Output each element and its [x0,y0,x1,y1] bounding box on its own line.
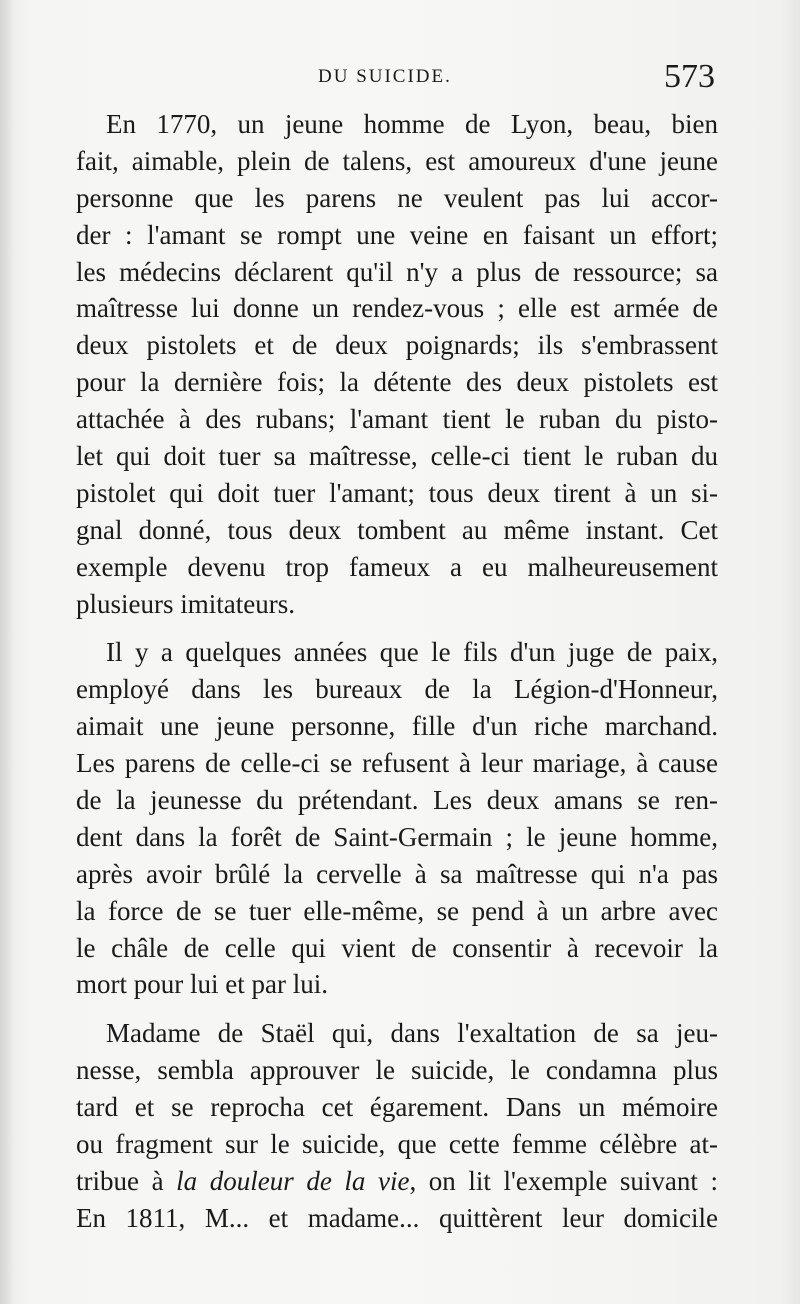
text-line: tard et se reprocha cet égarement. Dans un mémoire [76,1092,718,1123]
text-line: aimait une jeune personne, fille d'un riche marchand. [76,711,718,742]
text-line: après avoir brûlé la cervelle à sa maîtresse qui n'a pas [76,858,718,889]
text-line: la force de se tuer elle-même, se pend à un arbre avec [76,895,718,926]
text-line: nesse, sembla approuver le suicide, le condamna plus [76,1055,718,1086]
text-line: gnal donné, tous deux tombent au même instant. Cet [76,514,718,545]
text-line: personne que les parens ne veulent pas lui accor- [76,182,718,213]
text-line: de la jeunesse du prétendant. Les deux amans se ren- [76,785,718,816]
text-line: dent dans la forêt de Saint-Germain ; le jeune homme, [76,821,718,852]
body-text [76,106,718,1237]
text-line: le châle de celle qui vient de consentir à recevoir la [76,932,718,963]
text-line: attachée à des rubans; l'amant tient le ruban du pisto- [76,404,718,435]
italic-title: la douleur de la vie [176,1165,410,1196]
text-line: deux pistolets et de deux poignards; ils s'embrassent [76,330,718,361]
text-line: les médecins déclarent qu'il n'y a plus de ressource; sa [76,256,718,287]
text-line: exemple devenu trop fameux a eu malheureusement [76,551,718,582]
running-head: DU SUICIDE. [318,66,452,87]
page-number: 573 [664,58,715,95]
text-line: Madame de Staël qui, dans l'exaltation de sa jeu- [106,1018,718,1049]
text-span: , on lit l'exemple suivant : [409,1165,718,1196]
paragraph-2 [76,634,718,1003]
text-line: maîtresse lui donne un rendez-vous ; elle est armée de [76,293,718,324]
text-line: ou fragment sur le suicide, que cette femme célèbre at- [76,1129,718,1160]
text-line: employé dans les bureaux de la Légion-d'Honneur, [76,674,718,705]
text-line: der : l'amant se rompt une veine en faisant un effort; [76,219,718,250]
text-line [76,1163,718,1200]
text-line: Les parens de celle-ci se refusent à leur mariage, à cause [76,748,718,779]
paragraph-1 [76,106,718,622]
page-header [0,58,800,100]
text-line: pour la dernière fois; la détente des deux pistolets est [76,367,718,398]
text-line: plusieurs imitateurs. [76,588,295,619]
text-span: tribue à [76,1165,177,1196]
paragraph-3 [76,1015,718,1236]
text-line: Il y a quelques années que le fils d'un juge de paix, [106,637,718,668]
text-line: mort pour lui et par lui. [76,969,328,1000]
text-line: pistolet qui doit tuer l'amant; tous deux tirent à un si- [76,477,718,508]
text-line: fait, aimable, plein de talens, est amoureux d'une jeune [76,145,718,176]
page-gutter-shadow [0,0,14,1304]
text-line: En 1770, un jeune homme de Lyon, beau, bien [106,109,718,139]
text-line: let qui doit tuer sa maîtresse, celle-ci tient le ruban du [76,441,718,472]
text-line: En 1811, M... et madame... quittèrent leur domicile [76,1202,718,1233]
